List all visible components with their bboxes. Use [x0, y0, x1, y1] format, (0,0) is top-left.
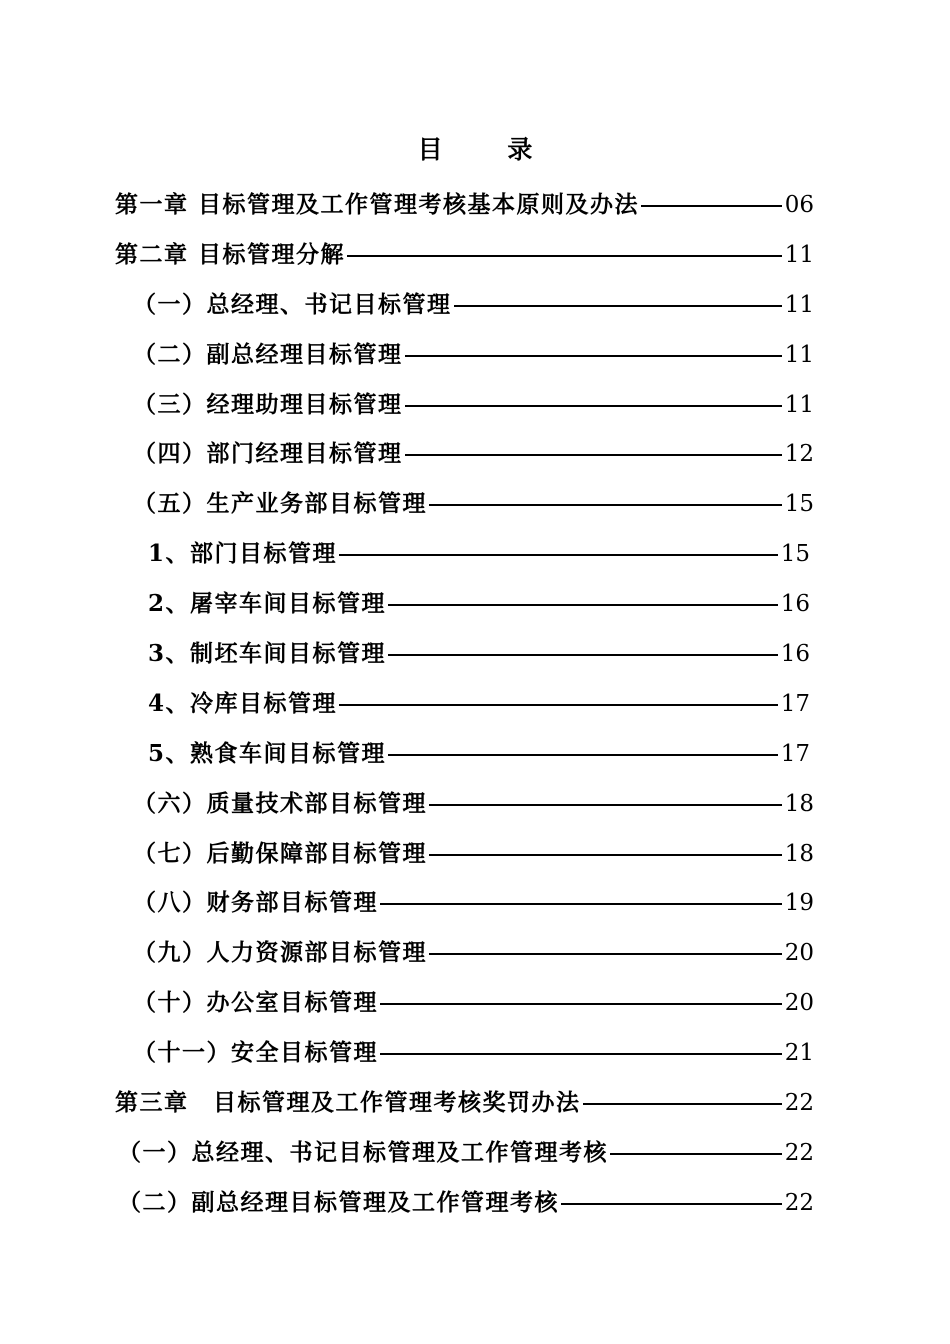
toc-entry[interactable] — [0, 280, 950, 330]
toc-leader-line — [380, 1053, 782, 1055]
toc-entry-label: 1、部门目标管理 — [148, 540, 338, 568]
toc-entry-page: 17 — [780, 740, 810, 767]
toc-leader-line — [380, 1003, 782, 1005]
toc-entry-label: 第三章 目标管理及工作管理考核奖罚办法 — [115, 1088, 581, 1116]
toc-entry-label: （三）经理助理目标管理 — [133, 390, 403, 418]
toc-entry-page: 06 — [784, 191, 814, 218]
toc-entry[interactable] — [0, 679, 950, 729]
toc-leader-line — [405, 454, 782, 456]
toc-entry-page: 15 — [780, 541, 810, 568]
toc-entry-label: （一）总经理、书记目标管理及工作管理考核 — [118, 1138, 608, 1166]
toc-entry[interactable] — [0, 479, 950, 529]
toc-entry-label: （六）质量技术部目标管理 — [133, 789, 427, 817]
toc-leader-line — [429, 804, 782, 806]
toc-leader-line — [405, 355, 782, 357]
toc-leader-line — [388, 654, 778, 656]
toc-entry-page: 11 — [784, 341, 814, 368]
toc-entry-page: 22 — [784, 1139, 814, 1166]
toc-entry-page: 15 — [784, 491, 814, 518]
toc-entry[interactable] — [0, 180, 950, 230]
toc-entry-page: 22 — [784, 1089, 814, 1116]
toc-leader-line — [610, 1153, 782, 1155]
toc-leader-line — [583, 1103, 782, 1105]
toc-entry-page: 20 — [784, 990, 814, 1017]
toc-entry-label: （九）人力资源部目标管理 — [133, 939, 427, 967]
toc-leader-line — [429, 854, 782, 856]
toc-entry-label: （十一）安全目标管理 — [133, 1039, 378, 1067]
toc-entry[interactable] — [0, 1078, 950, 1128]
toc-entry[interactable] — [0, 1128, 950, 1178]
toc-entry-page: 11 — [784, 291, 814, 318]
toc-leader-line — [641, 205, 782, 207]
toc-entry-page: 11 — [784, 241, 814, 268]
toc-leader-line — [388, 604, 778, 606]
toc-entry-label: 4、冷库目标管理 — [148, 689, 338, 717]
toc-entry-label: 2、屠宰车间目标管理 — [148, 590, 387, 618]
toc-entry-label: （二）副总经理目标管理 — [133, 340, 403, 368]
toc-entry[interactable] — [0, 928, 950, 978]
toc-entry-page: 18 — [784, 790, 814, 817]
toc-entry-page: 12 — [784, 441, 814, 468]
toc-entry[interactable] — [0, 629, 950, 679]
toc-entry[interactable] — [0, 729, 950, 779]
toc-entry-label: （五）生产业务部目标管理 — [133, 490, 427, 518]
toc-leader-line — [561, 1203, 782, 1205]
toc-entry-page: 19 — [784, 890, 814, 917]
toc-leader-line — [405, 405, 782, 407]
toc-entry[interactable] — [0, 380, 950, 430]
toc-entry-label: （十）办公室目标管理 — [133, 989, 378, 1017]
toc-entry-label: （二）副总经理目标管理及工作管理考核 — [118, 1188, 559, 1216]
toc-entry-page: 22 — [784, 1189, 814, 1216]
toc-entry[interactable] — [0, 779, 950, 829]
toc-entry-label: 3、制坯车间目标管理 — [148, 639, 387, 667]
toc-entry-page: 11 — [784, 391, 814, 418]
toc-entry[interactable] — [0, 529, 950, 579]
toc-entry[interactable] — [0, 330, 950, 380]
toc-entry[interactable] — [0, 829, 950, 879]
toc-entry[interactable] — [0, 1028, 950, 1078]
toc-entry[interactable] — [0, 978, 950, 1028]
toc-entry-label: 第一章 目标管理及工作管理考核基本原则及办法 — [115, 190, 640, 218]
toc-entry-page: 21 — [784, 1040, 814, 1067]
toc-leader-line — [380, 903, 782, 905]
toc-entry-label: （八）财务部目标管理 — [133, 889, 378, 917]
toc-entry[interactable] — [0, 230, 950, 280]
toc-entry[interactable] — [0, 1178, 950, 1228]
toc-entry-label: （一）总经理、书记目标管理 — [133, 290, 452, 318]
toc-leader-line — [429, 953, 782, 955]
toc-list — [0, 180, 950, 1228]
toc-entry[interactable] — [0, 579, 950, 629]
toc-entry-label: 第二章 目标管理分解 — [115, 240, 346, 268]
toc-entry-label: （七）后勤保障部目标管理 — [133, 839, 427, 867]
toc-entry-label: 5、熟食车间目标管理 — [148, 739, 387, 767]
toc-leader-line — [429, 504, 782, 506]
toc-entry-page: 17 — [780, 690, 810, 717]
toc-entry-page: 20 — [784, 940, 814, 967]
toc-leader-line — [388, 754, 778, 756]
toc-title: 目 录 — [417, 135, 561, 164]
toc-entry[interactable] — [0, 429, 950, 479]
toc-leader-line — [339, 554, 778, 556]
toc-entry[interactable] — [0, 878, 950, 928]
toc-leader-line — [347, 255, 782, 257]
toc-entry-page: 16 — [780, 591, 810, 618]
toc-entry-page: 18 — [784, 840, 814, 867]
toc-entry-page: 16 — [780, 640, 810, 667]
toc-leader-line — [339, 704, 778, 706]
toc-leader-line — [454, 305, 782, 307]
toc-entry-label: （四）部门经理目标管理 — [133, 440, 403, 468]
